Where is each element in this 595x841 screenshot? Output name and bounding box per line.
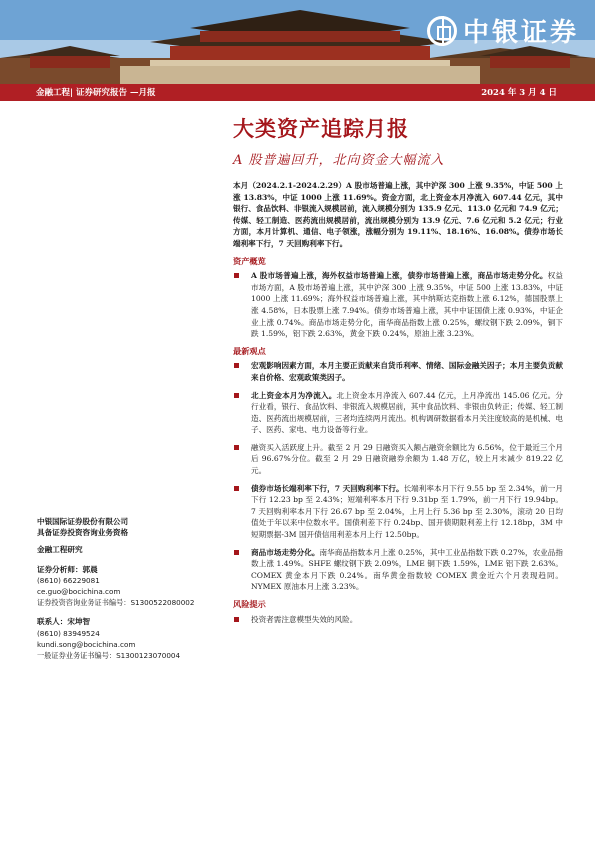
bullet-square-icon (234, 550, 239, 555)
bullet-item (233, 360, 563, 383)
report-body (233, 180, 563, 631)
company-name: 中银国际证券股份有限公司 (37, 517, 129, 526)
bullet-square-icon (234, 363, 239, 368)
report-info-bar (0, 84, 595, 101)
bullet-text: 权益市场方面，A 股市场普遍上涨，其中沪深 300 上涨 9.35%，中证 500 上涨 13.83%，中证 1000 上涨 11.69%；海外权益市场普遍上涨，其中纳斯达克指数上涨 6.12%，德国股票上涨 4.58%，日本股票上涨 7.94%。债券市场普遍上涨，其中中证国债上涨 0.93%，中证企业上涨 0.74%。商品市场走势分化，南华商品指数上涨 0.25%，螺纹钢下跌 2.09%，铜下跌 1.59%，铝下跌 2.63%，黄金下跌 0.24%，原油上涨 3.23%。 (251, 271, 563, 339)
contact-phone: (8610) 83949524 (37, 628, 100, 638)
contact-email[interactable]: kundi.song@bocichina.com (37, 639, 136, 649)
bullet-item (233, 547, 563, 593)
contact-certificate: 一般证券业务证书编号：S1300123070004 (37, 651, 181, 661)
bullet-square-icon (234, 393, 239, 398)
bullet-text: 长端利率本月下行 9.55 bp 至 2.34%，前一月下行 12.23 bp 至 2.43%；短端利率本月下行 9.31bp 至 1.79%，前一月下行 19.94bp。7 天回购利率本月下行 26.67 bp 至 2.04%，上月上行 5.36 bp 至 2.30%，滚动 20 日均值处于年以来中位数水平。国债利差下行 0.24bp、国开债期限利差上行 12.18bp，3M 中短期票据-3M 国开债信用利差本月上行 12.50bp。 (251, 483, 563, 540)
bullet-text: 投资者需注意模型失效的风险。 (251, 614, 358, 624)
bullet-item (233, 614, 563, 626)
bullet-text: 融资买入活跃度上升。截至 2 月 29 日融资买入额占融资余额比为 6.56%，位于最近三个月后 96.67%分位。截至 2 月 29 日融资融券余额为 1.48 万亿，较上月末减少 819.22 亿元。 (251, 442, 563, 476)
report-title: 大类资产追踪月报 (233, 116, 409, 141)
bullet-text: 南华商品指数本月上涨 0.25%，其中工业品指数下跌 0.27%，农业品指数上涨 1.49%。SHFE 螺纹钢下跌 2.09%，LME 铜下跌 1.59%，LME 铝下跌 2.63%。COMEX 黄金本月下跌 0.24%。南华黄金指数较 COMEX 黄金近六个月表现趋同。NYMEX 原油本月上涨 3.23%。 (251, 547, 564, 592)
bullet-bold: 北上资金本月为净流入。 (251, 390, 337, 400)
company-qualification: 具备证券投资咨询业务资格 (37, 528, 129, 538)
header-banner-image (0, 0, 595, 84)
report-subtitle: A 股普遍回升，北向资金大幅流入 (233, 153, 445, 168)
bullet-bold: A 股市场普遍上涨，海外权益市场普遍上涨，债券市场普遍上涨，商品市场走势分化。 (251, 271, 548, 281)
bullet-square-icon (234, 486, 239, 491)
report-date: 2024 年 3 月 4 日 (481, 88, 557, 98)
bullet-bold: 债券市场长端利率下行，7 天回购利率下行。 (251, 483, 404, 493)
report-category: 金融工程| 证券研究报告 —月报 (36, 88, 156, 98)
boc-logo-icon (427, 16, 457, 46)
analyst-name: 证券分析师：郭晨 (37, 564, 98, 574)
section-heading-latest-views: 最新观点 (233, 345, 266, 356)
analyst-certificate: 证券投资咨询业务证书编号：S1300522080002 (37, 598, 195, 608)
brand-name: 中银证券 (462, 18, 579, 48)
bullet-item (233, 390, 563, 436)
bullet-square-icon (234, 273, 239, 278)
analyst-phone: (8610) 66229081 (37, 575, 100, 585)
lead-paragraph: 本月（2024.2.1-2024.2.29）A 股市场普遍上涨，其中沪深 300 上涨 9.35%，中证 500 上涨 13.83%，中证 1000 上涨 11.69%。资金方面，北上资金本月净流入 607.44 亿元，其中银行、食品饮料、非银流入规模居前，流入规模分别为 135.9 亿元、113.0 亿元和 74.9 亿元；传媒、轻工制造、医药流出规模居前，流出规模分别为 13.9 亿元、7.6 亿元和 5.2 亿元；行业方面，本月计算机、通信、电子领涨，涨幅分别为 19.11%、18.16%、16.08%。债券市场长端利率下行，7 天回购利率下行。 (233, 181, 563, 248)
bullet-square-icon (234, 617, 239, 622)
bullet-bold: 商品市场走势分化。 (251, 547, 320, 557)
contact-name: 联系人：宋坤智 (37, 617, 91, 627)
section-heading-risk: 风险提示 (233, 599, 266, 609)
analyst-sidebar (37, 516, 227, 661)
bullet-text: 北上资金本月净流入 607.44 亿元，上月净流出 145.06 亿元。分行业看，银行、食品饮料、非银流入规模居前，其中食品饮料、非银由负转正；传媒、轻工制造、医药流出规模居前，三者均连续两月流出。机构调研数据看本月关注度较高的是机械、电子、医药、家电、电力设备等行业。 (251, 390, 564, 435)
analyst-email[interactable]: ce.guo@bocichina.com (37, 587, 121, 597)
bullet-bold: 宏观影响因素方面，本月主要正贡献来自货币利率、情绪、国际金融关因子；本月主要负贡献来自价格、宏观政策类因子。 (251, 361, 563, 382)
section-heading-asset-overview: 资产概览 (233, 255, 266, 266)
bullet-item (233, 270, 563, 340)
bullet-item (233, 442, 563, 477)
bullet-item (233, 483, 563, 541)
brand-logo (427, 12, 579, 49)
department: 金融工程研究 (37, 545, 83, 555)
bullet-square-icon (234, 445, 239, 450)
